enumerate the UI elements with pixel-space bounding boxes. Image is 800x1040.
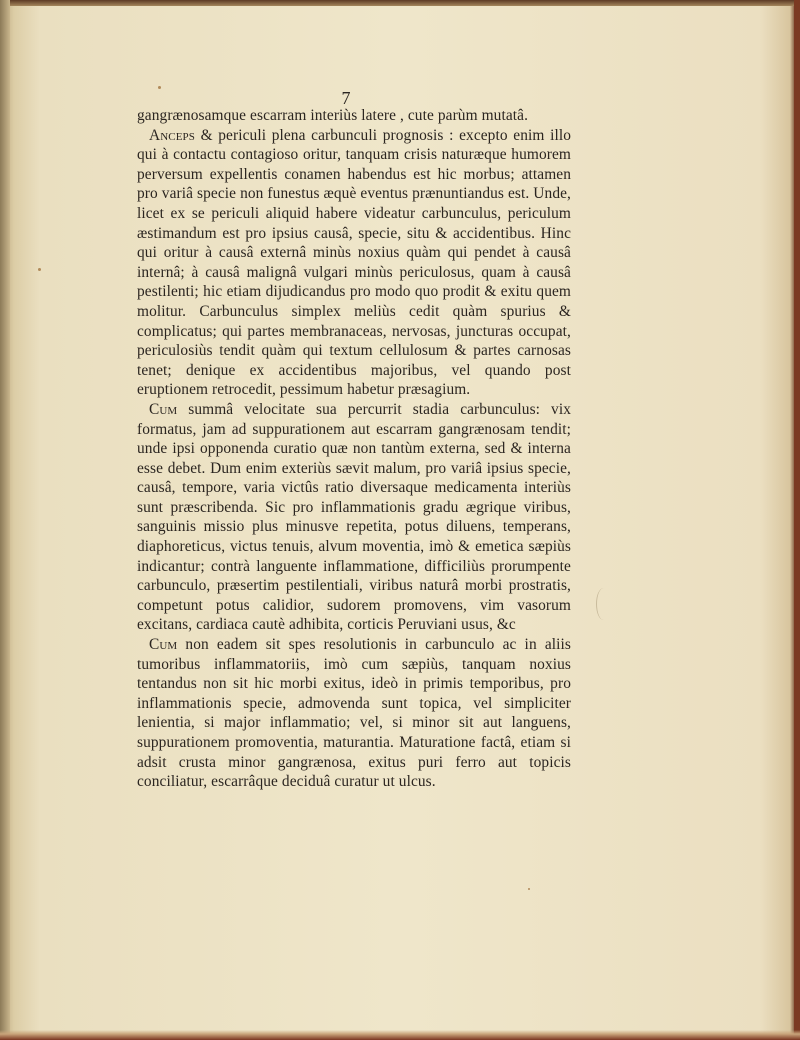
paragraph-4 (137, 635, 571, 792)
show-through-mark (596, 588, 611, 620)
paper-speck (528, 888, 530, 890)
top-edge (0, 0, 800, 6)
page-number: 7 (341, 88, 351, 108)
paragraph-lead: Cum (149, 400, 178, 418)
paragraph-lead: Cum (149, 636, 178, 654)
body-text (137, 106, 571, 792)
binding-gutter (0, 0, 10, 1040)
paragraph-text: non eadem sit spes resolutionis in carbunculo ac in aliis tumoribus inflammatoriis, imò cum sæpiùs, tanquam noxius tentandus non sit hic morbi exitus, ideò in primis temporibus, pro inflammationis specie, admovenda sunt topica, vel simpliciter lenientia, si major inflammatio; vel, si minor sit aut languens, suppurationem promoventia, maturantia. Maturatione factâ, etiam si adsit crusta minor gangrænosa, exitus puri ferro aut topicis conciliatur, escarrâque deciduâ curatur ut ulcus. (137, 636, 571, 791)
paper-speck (158, 86, 161, 89)
paragraph-text: & periculi plena carbunculi prognosis : excepto enim illo qui à contactu contagioso oritur, tanquam crisis naturæque humorem perversum expellentis conamen habendus est hic morbus; attamen pro variâ specie non funestus æquè eventus prænuntiandus est. Unde, licet ex se periculi aliquid habere videatur carbunculus, periculum æstimandum est pro ipsius causâ, specie, situ & accidentibus. Hinc qui oritur à causâ externâ minùs noxius quàm qui pendet à causâ internâ; à causâ malignâ vulgari minùs periculosus, quam à causâ pestilenti; hic etiam dijudicandus pro modo quo prodit & exitu quem molitur. Carbunculus simplex meliùs cedit quàm spurius & complicatus; qui partes membranaceas, nervosas, juncturas occupat, periculosiùs tendit quàm qui textum cellulosum & partes carnosas tenet; denique ex accidentibus majoribus, vel quando post eruptionem retrocedit, pessimum habetur præsagium. (137, 126, 571, 399)
cover-edge (794, 0, 800, 1040)
paragraph-2 (137, 126, 571, 400)
paragraph-text: summâ velocitate sua percurrit stadia carbunculus: vix formatus, jam ad suppurationem aut escarram gangrænosam tendit; unde ipsi opponenda curatio quæ non tantùm externa, sed & interna esse debet. Dum enim exteriùs sævit malum, pro variâ ipsius specie, causâ, tempore, varia victûs ratio diversaque medicamenta interiùs sunt præscribenda. Sic pro inflammationis gradu ægrique viribus, sanguinis missio plus minusve repetita, potus diluens, temperans, diaphoreticus, victus tenuis, alvum moventia, imò & emetica sæpiùs indicantur; contrà languente inflammatione, difficiliùs prorumpente carbunculo, præsertim pestilentiali, viribus naturâ morbi prostratis, competunt potus calidior, sudorem promovens, vim vasorum excitans, cardiaca cautè adhibita, corticis Peruviani usus, &c (137, 400, 571, 634)
paragraph-lead: Anceps (149, 126, 195, 144)
paragraph-3 (137, 400, 571, 635)
paragraph-text: gangrænosamque escarram interiùs latere , cute parùm mutatâ. (137, 107, 529, 124)
paper-speck (38, 268, 41, 271)
paragraph-1 (137, 106, 571, 126)
bottom-edge (0, 1030, 800, 1040)
